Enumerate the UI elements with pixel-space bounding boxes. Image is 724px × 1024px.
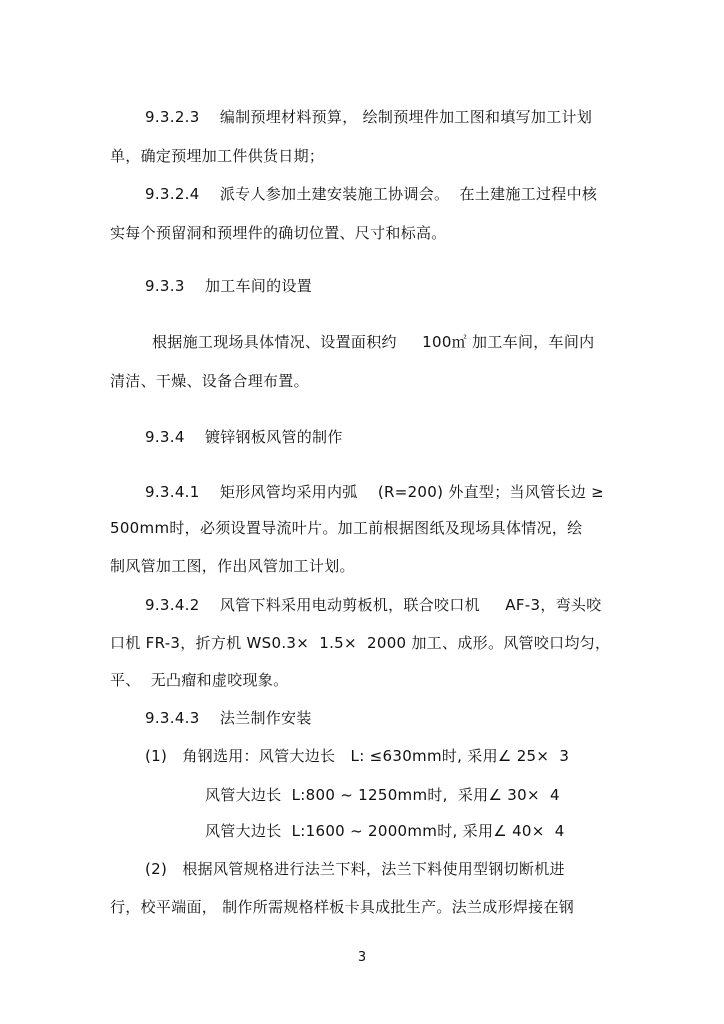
paragraph-9-3-4-1-line-2: 500mm时，必须设置导流叶片。加工前根据图纸及现场具体情况，绘 [110,519,583,537]
list-item-1-line-1: (1) 角钢选用：风管大边长 L: ≤630mm时, 采用∠ 25× 3 [145,747,570,765]
paragraph-9-3-2-3-line-2: 单，确定预埋加工件供货日期； [110,147,325,165]
heading-9-3-3: 9.3.3 加工车间的设置 [145,277,313,295]
paragraph-9-3-4-2-line-1: 9.3.4.2 风管下料采用电动剪板机，联合咬口机 AF-3，弯头咬 [145,596,602,614]
paragraph-9-3-4-1-line-3: 制风管加工图，作出风管加工计划。 [110,557,355,575]
paragraph-9-3-2-3-line-1: 9.3.2.3 编制预埋材料预算， 绘制预埋件加工图和填写加工计划 [145,108,593,126]
paragraph-9-3-2-4-line-2: 实每个预留洞和预埋件的确切位置、尺寸和标高。 [110,224,447,242]
page-number: 3 [357,950,367,965]
paragraph-workshop-line-1: 根据施工现场具体情况、设置面积约 100㎡ 加工车间，车间内 [152,333,595,351]
paragraph-9-3-4-1-line-1: 9.3.4.1 矩形风管均采用内弧 (R=200) 外直型；当风管长边 ≥ [145,483,604,501]
list-item-1-line-3: 风管大边长 L:1600 ~ 2000mm时, 采用∠ 40× 4 [205,822,565,840]
heading-9-3-4: 9.3.4 镀锌钢板风管的制作 [145,428,343,446]
list-item-2-line-1: (2) 根据风管规格进行法兰下料，法兰下料使用型钢切断机进 [145,860,565,878]
list-item-2-line-2: 行，校平端面， 制作所需规格样板卡具成批生产。法兰成形焊接在钢 [110,898,575,916]
list-item-1-line-2: 风管大边长 L:800 ~ 1250mm时, 采用∠ 30× 4 [205,786,560,804]
heading-9-3-4-3: 9.3.4.3 法兰制作安装 [145,709,312,727]
paragraph-workshop-line-2: 清洁、干燥、设备合理布置。 [110,372,309,390]
paragraph-9-3-4-2-line-2: 口机 FR-3，折方机 WS0.3× 1.5× 2000 加工、成形。风管咬口均匀， [110,634,611,652]
paragraph-9-3-2-4-line-1: 9.3.2.4 派专人参加土建安装施工协调会。 在土建施工过程中核 [145,185,598,203]
paragraph-9-3-4-2-line-3: 平、 无凸瘤和虚咬现象。 [110,671,289,689]
